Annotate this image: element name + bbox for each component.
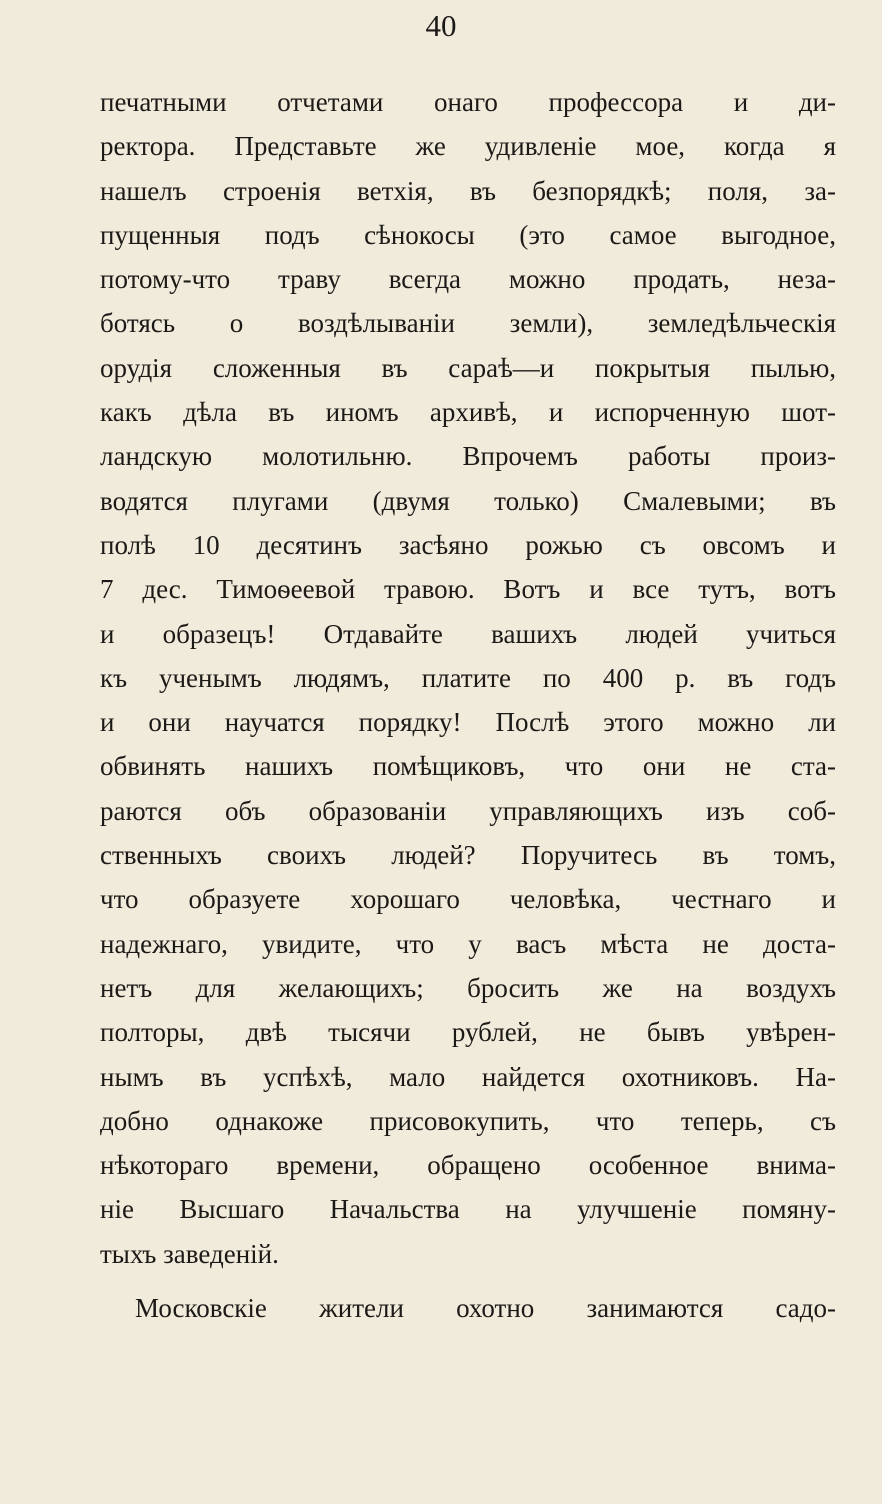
text-line: полторы, двѣ тысячи рублей, не бывъ увѣрен- (100, 1017, 836, 1048)
page-text (100, 80, 836, 1330)
text-line: печатными отчетами онаго профессора и ди- (100, 87, 836, 117)
text-line: ніе Высшаго Начальства на улучшеніе помяну- (100, 1194, 836, 1225)
text-line: потому-что траву всегда можно продать, неза- (100, 264, 836, 295)
text-line: нѣкотораго времени, обращено особенное внима- (100, 1150, 836, 1181)
text-line-paragraph-start: Московскіе жители охотно занимаются садо- (135, 1293, 836, 1324)
text-line: и образецъ! Отдавайте вашихъ людей учиться (100, 618, 836, 649)
text-line: водятся плугами (двумя только) Смалевыми; въ (100, 485, 836, 516)
text-line: орудія сложенныя въ сараѣ—и покрытыя пылью, (100, 352, 836, 383)
text-line: и они научатся порядку! Послѣ этого можно ли (100, 707, 836, 738)
text-line: обвинять нашихъ помѣщиковъ, что они не ста- (100, 751, 836, 782)
text-line: добно однакоже присовокупить, что теперь, съ (100, 1105, 836, 1136)
text-line: ландскую молотильню. Впрочемъ работы произ- (100, 441, 836, 472)
text-line: нетъ для желающихъ; бросить же на воздухъ (100, 972, 836, 1003)
text-line: полѣ 10 десятинъ засѣяно рожью съ овсомъ и (100, 529, 836, 560)
text-line: нашелъ строенія ветхія, въ безпорядкѣ; поля, за- (100, 175, 836, 206)
text-line: ственныхъ своихъ людей? Поручитесь въ томъ, (100, 840, 836, 871)
text-line: что образуете хорошаго человѣка, честнаго и (100, 884, 836, 915)
paragraph-gap (100, 1276, 836, 1286)
text-line: къ ученымъ людямъ, платите по 400 р. въ годъ (100, 662, 836, 693)
text-line: какъ дѣла въ иномъ архивѣ, и испорченную шот- (100, 397, 836, 428)
text-line: надежнаго, увидите, что у васъ мѣста не доста- (100, 928, 836, 959)
text-line: пущенныя подъ сѣнокосы (это самое выгодное, (100, 219, 836, 250)
text-line: 7 дес. Тимоѳеевой травою. Вотъ и все тутъ, вотъ (100, 574, 836, 605)
page-number: 40 (425, 8, 457, 43)
text-line: раются объ образованіи управляющихъ изъ соб- (100, 795, 836, 826)
text-line: ботясь о воздѣлываніи земли), земледѣльческія (100, 308, 836, 339)
text-line: нымъ въ успѣхѣ, мало найдется охотниковъ. На- (100, 1061, 836, 1092)
text-line: тыхъ заведеній. (100, 1238, 279, 1269)
text-line: ректора. Представьте же удивленіе мое, когда я (100, 131, 836, 162)
